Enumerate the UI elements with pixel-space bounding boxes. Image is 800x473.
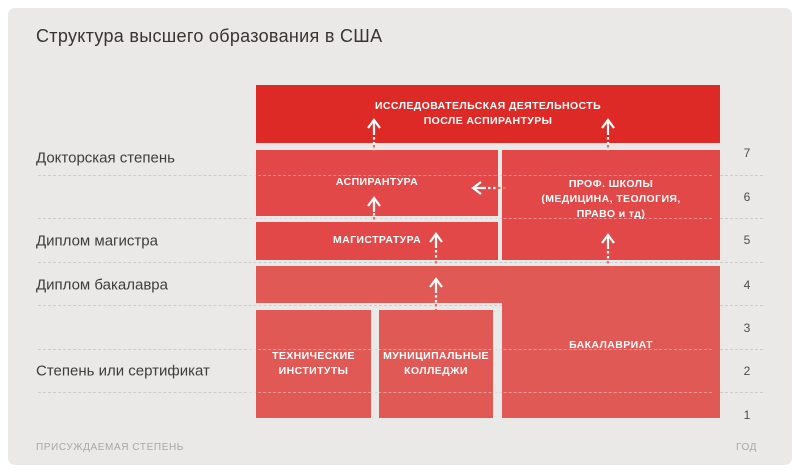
page-title: Структура высшего образования в США — [36, 26, 383, 46]
education-structure-diagram — [8, 8, 792, 465]
block-bakalavriat-label: БАКАЛАВРИАТ — [569, 339, 653, 351]
year-tick-3: 3 — [743, 321, 751, 335]
degree-label-master: Диплом магистра — [36, 232, 158, 250]
block-municipal-colleges — [379, 310, 493, 418]
block-research-line2: ПОСЛЕ АСПИРАНТУРЫ — [423, 115, 553, 127]
year-tick-2: 2 — [743, 364, 751, 378]
year-tick-7: 7 — [743, 146, 751, 160]
block-tech-institutes-line2: ИНСТИТУТЫ — [278, 365, 349, 377]
block-research-line1: ИССЛЕДОВАТЕЛЬСКАЯ ДЕЯТЕЛЬНОСТЬ — [374, 99, 602, 112]
block-prof-schools-line2: (МЕДИЦИНА, ТЕОЛОГИЯ, — [541, 193, 681, 206]
year-tick-1: 1 — [743, 408, 751, 422]
gridline-overlay — [248, 175, 712, 176]
gridline-overlay — [248, 218, 712, 219]
block-magistratura — [256, 222, 498, 260]
block-aspirantura — [256, 150, 498, 216]
block-research-activity — [256, 85, 720, 143]
axis-title-degree: ПРИСУЖДАЕМАЯ СТЕПЕНЬ — [36, 442, 184, 453]
block-prof-schools-line1: ПРОФ. ШКОЛЫ — [568, 178, 654, 190]
gridline-overlay — [248, 349, 712, 350]
block-tech-institutes — [256, 310, 371, 418]
block-prof-schools-line3: ПРАВО и тд) — [576, 208, 646, 221]
degree-label-doctor: Докторская степень — [36, 149, 175, 167]
block-aspirantura-label: АСПИРАНТУРА — [335, 176, 419, 188]
degree-label-certificate: Степень или сертификат — [36, 362, 210, 380]
block-tech-institutes-line1: ТЕХНИЧЕСКИЕ — [272, 349, 355, 362]
degree-label-bachelor: Диплом бакалавра — [36, 276, 168, 294]
block-prof-schools — [502, 150, 720, 260]
gridline-overlay — [248, 392, 712, 393]
gridline — [38, 262, 763, 263]
axis-title-year: ГОД — [736, 442, 757, 453]
block-municipal-colleges-line2: КОЛЛЕДЖИ — [404, 365, 468, 377]
year-tick-4: 4 — [743, 278, 751, 292]
slide-card — [8, 8, 792, 465]
year-tick-5: 5 — [743, 233, 751, 247]
year-tick-6: 6 — [743, 190, 751, 204]
block-bakalavriat — [502, 266, 720, 418]
block-magistratura-label: МАГИСТРАТУРА — [332, 234, 422, 247]
block-municipal-colleges-line1: МУНИЦИПАЛЬНЫЕ — [383, 349, 489, 362]
